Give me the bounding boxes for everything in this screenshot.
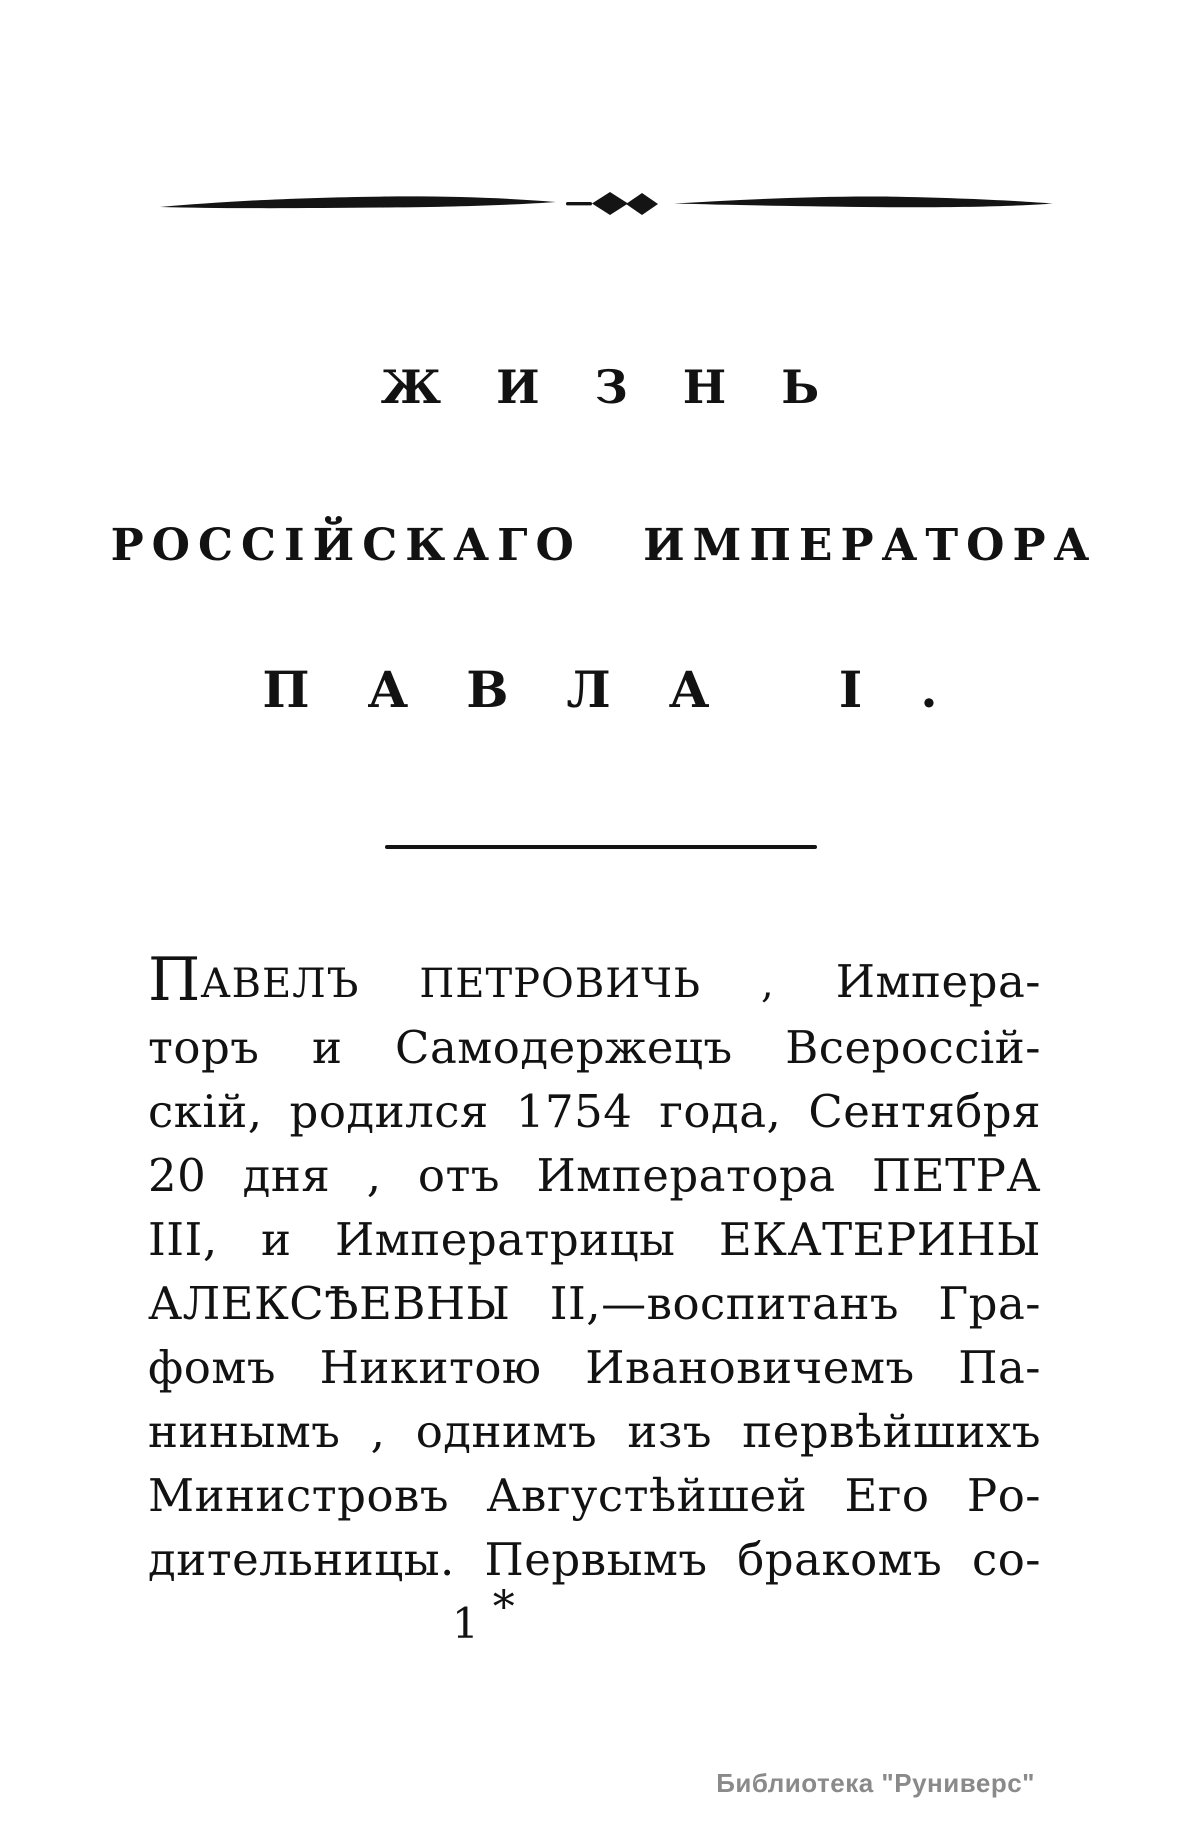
signature-number: 1 [452,1599,479,1648]
body-line: фомъ Никитою Ивановичемъ Па- [148,1341,1041,1394]
body-line [148,945,1041,1016]
diamond-icon [592,192,628,215]
title-divider-rule [385,845,817,849]
book-title-name: ПАВЛА [262,660,768,719]
book-title-numeral: I. [838,660,996,719]
body-line: АЛЕКСѢЕВНЫ II,—воспитанъ Гра- [148,1277,1041,1330]
flourish-fragment [566,202,592,205]
body-line: III, и Императрицы ЕКАТЕРИНЫ [148,1213,1041,1266]
drop-cap-initial: П [148,945,201,1015]
book-title-line-3 [0,660,1200,720]
opening-name: АВЕЛЪ ПЕТРОВИЧЬ , [200,961,775,1007]
body-line: нинымъ , однимъ изъ первѣйшихъ [148,1405,1041,1458]
body-line: торъ и Самодержецъ Всероссій- [148,1021,1041,1074]
body-line: дительницы. Первымъ бракомъ со- [148,1533,1041,1586]
body-line: скій, родился 1754 года, Сентября [148,1085,1041,1138]
body-text [148,945,1041,1592]
diamond-icon [626,193,658,215]
signature-asterisk-icon: * [492,1582,515,1633]
opening-rest: Импера- [835,955,1041,1008]
signature-mark [452,1582,515,1649]
body-line: Министровъ Августѣйшей Его Ро- [148,1469,1041,1522]
flourish-right-stroke [674,196,1053,207]
header-flourish-icon [158,190,1055,218]
body-line: 20 дня , отъ Императора ПЕТРА [148,1149,1041,1202]
flourish-left-stroke [160,196,556,208]
book-title-line-2: РОССІЙСКАГО ИМПЕРАТОРА [110,520,1098,571]
book-title-line-1: ЖИЗНЬ [380,360,875,414]
library-watermark: Библиотека "Руниверс" [716,1768,1035,1798]
